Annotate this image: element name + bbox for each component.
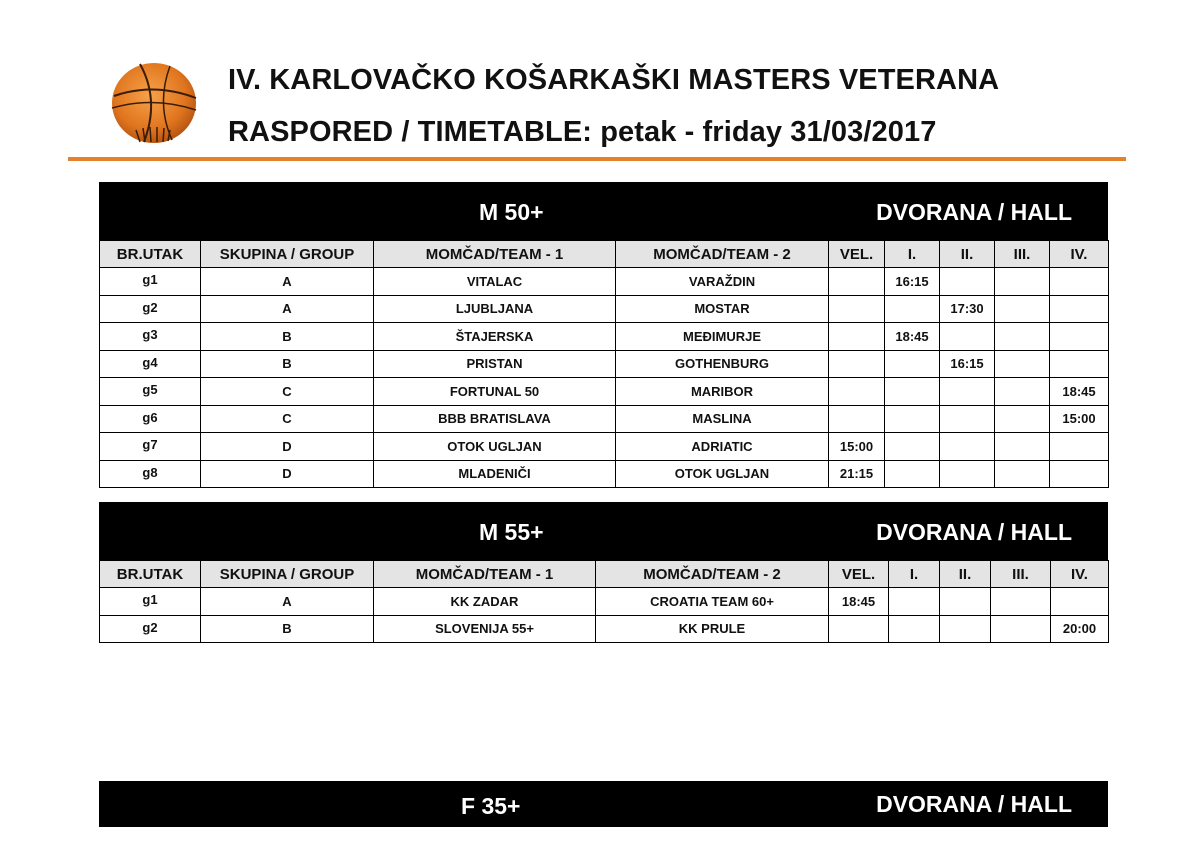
group-cell: A — [201, 268, 374, 296]
time-vel — [829, 378, 885, 406]
time-iii — [995, 405, 1050, 433]
time-iii — [991, 615, 1051, 643]
col-header: BR.UTAK — [100, 561, 201, 588]
time-vel — [829, 350, 885, 378]
time-ii — [940, 588, 991, 616]
col-header: BR.UTAK — [100, 241, 201, 268]
team2-cell: GOTHENBURG — [616, 350, 829, 378]
time-i — [885, 295, 940, 323]
section-header — [99, 182, 1108, 240]
team1-cell: FORTUNAL 50 — [374, 378, 616, 406]
game-number: g2 — [100, 615, 201, 643]
time-vel — [829, 615, 889, 643]
col-header: II. — [940, 561, 991, 588]
col-header: I. — [889, 561, 940, 588]
time-i — [885, 378, 940, 406]
col-header: MOMČAD/TEAM - 1 — [374, 561, 596, 588]
section-header — [99, 502, 1108, 560]
table-header-row — [100, 241, 1109, 268]
table-row — [100, 405, 1109, 433]
time-iv — [1050, 433, 1109, 461]
team2-cell: MOSTAR — [616, 295, 829, 323]
time-ii — [940, 378, 995, 406]
game-number: g2 — [100, 295, 201, 323]
team1-cell: KK ZADAR — [374, 588, 596, 616]
group-cell: B — [201, 615, 374, 643]
basketball-icon — [110, 60, 202, 146]
time-iii — [995, 350, 1050, 378]
hall-label: DVORANA / HALL — [876, 199, 1072, 225]
time-i — [885, 460, 940, 488]
time-iv: 18:45 — [1050, 378, 1109, 406]
header-divider — [68, 157, 1126, 161]
team2-cell: VARAŽDIN — [616, 268, 829, 296]
col-header: VEL. — [829, 561, 889, 588]
schedule-table — [99, 560, 1109, 643]
time-vel: 21:15 — [829, 460, 885, 488]
time-vel — [829, 405, 885, 433]
table-row — [100, 378, 1109, 406]
hall-label: DVORANA / HALL — [876, 519, 1072, 545]
table-row — [100, 323, 1109, 351]
category-label: M 50+ — [479, 199, 544, 225]
col-header: SKUPINA / GROUP — [201, 241, 374, 268]
time-ii — [940, 323, 995, 351]
time-vel: 18:45 — [829, 588, 889, 616]
col-header: MOMČAD/TEAM - 2 — [596, 561, 829, 588]
team1-cell: LJUBLJANA — [374, 295, 616, 323]
group-cell: A — [201, 588, 374, 616]
team1-cell: OTOK UGLJAN — [374, 433, 616, 461]
time-iii — [995, 460, 1050, 488]
game-number: g7 — [100, 433, 201, 461]
game-number: g1 — [100, 588, 201, 616]
team2-cell: ADRIATIC — [616, 433, 829, 461]
time-iii — [995, 268, 1050, 296]
game-number: g8 — [100, 460, 201, 488]
game-number: g4 — [100, 350, 201, 378]
time-iv — [1050, 460, 1109, 488]
group-cell: B — [201, 323, 374, 351]
team2-cell: MARIBOR — [616, 378, 829, 406]
time-i — [889, 615, 940, 643]
game-number: g3 — [100, 323, 201, 351]
time-ii: 16:15 — [940, 350, 995, 378]
team1-cell: VITALAC — [374, 268, 616, 296]
col-header: IV. — [1050, 241, 1109, 268]
team2-cell: MASLINA — [616, 405, 829, 433]
col-header: MOMČAD/TEAM - 2 — [616, 241, 829, 268]
time-i — [885, 405, 940, 433]
table-row — [100, 268, 1109, 296]
time-iii — [995, 295, 1050, 323]
col-header: SKUPINA / GROUP — [201, 561, 374, 588]
time-iii — [995, 378, 1050, 406]
col-header: VEL. — [829, 241, 885, 268]
time-iv — [1051, 588, 1109, 616]
group-cell: C — [201, 405, 374, 433]
col-header: MOMČAD/TEAM - 1 — [374, 241, 616, 268]
time-vel: 15:00 — [829, 433, 885, 461]
game-number: g5 — [100, 378, 201, 406]
col-header: III. — [991, 561, 1051, 588]
group-cell: D — [201, 460, 374, 488]
team2-cell: OTOK UGLJAN — [616, 460, 829, 488]
time-iv — [1050, 350, 1109, 378]
section-m55 — [99, 502, 1108, 643]
category-label: M 55+ — [479, 519, 544, 545]
col-header: III. — [995, 241, 1050, 268]
time-ii — [940, 615, 991, 643]
time-iv — [1050, 268, 1109, 296]
table-header-row — [100, 561, 1109, 588]
time-i: 18:45 — [885, 323, 940, 351]
group-cell: C — [201, 378, 374, 406]
time-vel — [829, 268, 885, 296]
time-vel — [829, 323, 885, 351]
time-iv: 15:00 — [1050, 405, 1109, 433]
category-label: F 35+ — [461, 793, 521, 819]
time-iv — [1050, 295, 1109, 323]
time-iii — [995, 433, 1050, 461]
team1-cell: ŠTAJERSKA — [374, 323, 616, 351]
time-ii — [940, 433, 995, 461]
time-ii: 17:30 — [940, 295, 995, 323]
time-i — [885, 350, 940, 378]
group-cell: B — [201, 350, 374, 378]
page-title: IV. KARLOVAČKO KOŠARKAŠKI MASTERS VETERANA — [228, 64, 1000, 96]
team1-cell: SLOVENIJA 55+ — [374, 615, 596, 643]
time-i — [889, 588, 940, 616]
time-ii — [940, 405, 995, 433]
time-i — [885, 433, 940, 461]
hall-label: DVORANA / HALL — [876, 791, 1072, 817]
table-row — [100, 460, 1109, 488]
time-ii — [940, 268, 995, 296]
team1-cell: PRISTAN — [374, 350, 616, 378]
team2-cell: CROATIA TEAM 60+ — [596, 588, 829, 616]
group-cell: A — [201, 295, 374, 323]
team1-cell: BBB BRATISLAVA — [374, 405, 616, 433]
section-header — [99, 781, 1108, 827]
table-row — [100, 350, 1109, 378]
table-row — [100, 615, 1109, 643]
page-subtitle: RASPORED / TIMETABLE: petak - friday 31/03/2017 — [228, 116, 937, 148]
table-row — [100, 295, 1109, 323]
time-iii — [991, 588, 1051, 616]
time-vel — [829, 295, 885, 323]
time-ii — [940, 460, 995, 488]
game-number: g1 — [100, 268, 201, 296]
section-m50 — [99, 182, 1108, 488]
section-f35 — [99, 781, 1108, 827]
col-header: I. — [885, 241, 940, 268]
game-number: g6 — [100, 405, 201, 433]
time-iv: 20:00 — [1051, 615, 1109, 643]
schedule-table — [99, 240, 1109, 488]
time-iv — [1050, 323, 1109, 351]
table-row — [100, 433, 1109, 461]
col-header: II. — [940, 241, 995, 268]
team1-cell: MLADENIČI — [374, 460, 616, 488]
group-cell: D — [201, 433, 374, 461]
time-i: 16:15 — [885, 268, 940, 296]
basketball-logo — [110, 60, 202, 146]
team2-cell: KK PRULE — [596, 615, 829, 643]
time-iii — [995, 323, 1050, 351]
col-header: IV. — [1051, 561, 1109, 588]
table-row — [100, 588, 1109, 616]
team2-cell: MEĐIMURJE — [616, 323, 829, 351]
